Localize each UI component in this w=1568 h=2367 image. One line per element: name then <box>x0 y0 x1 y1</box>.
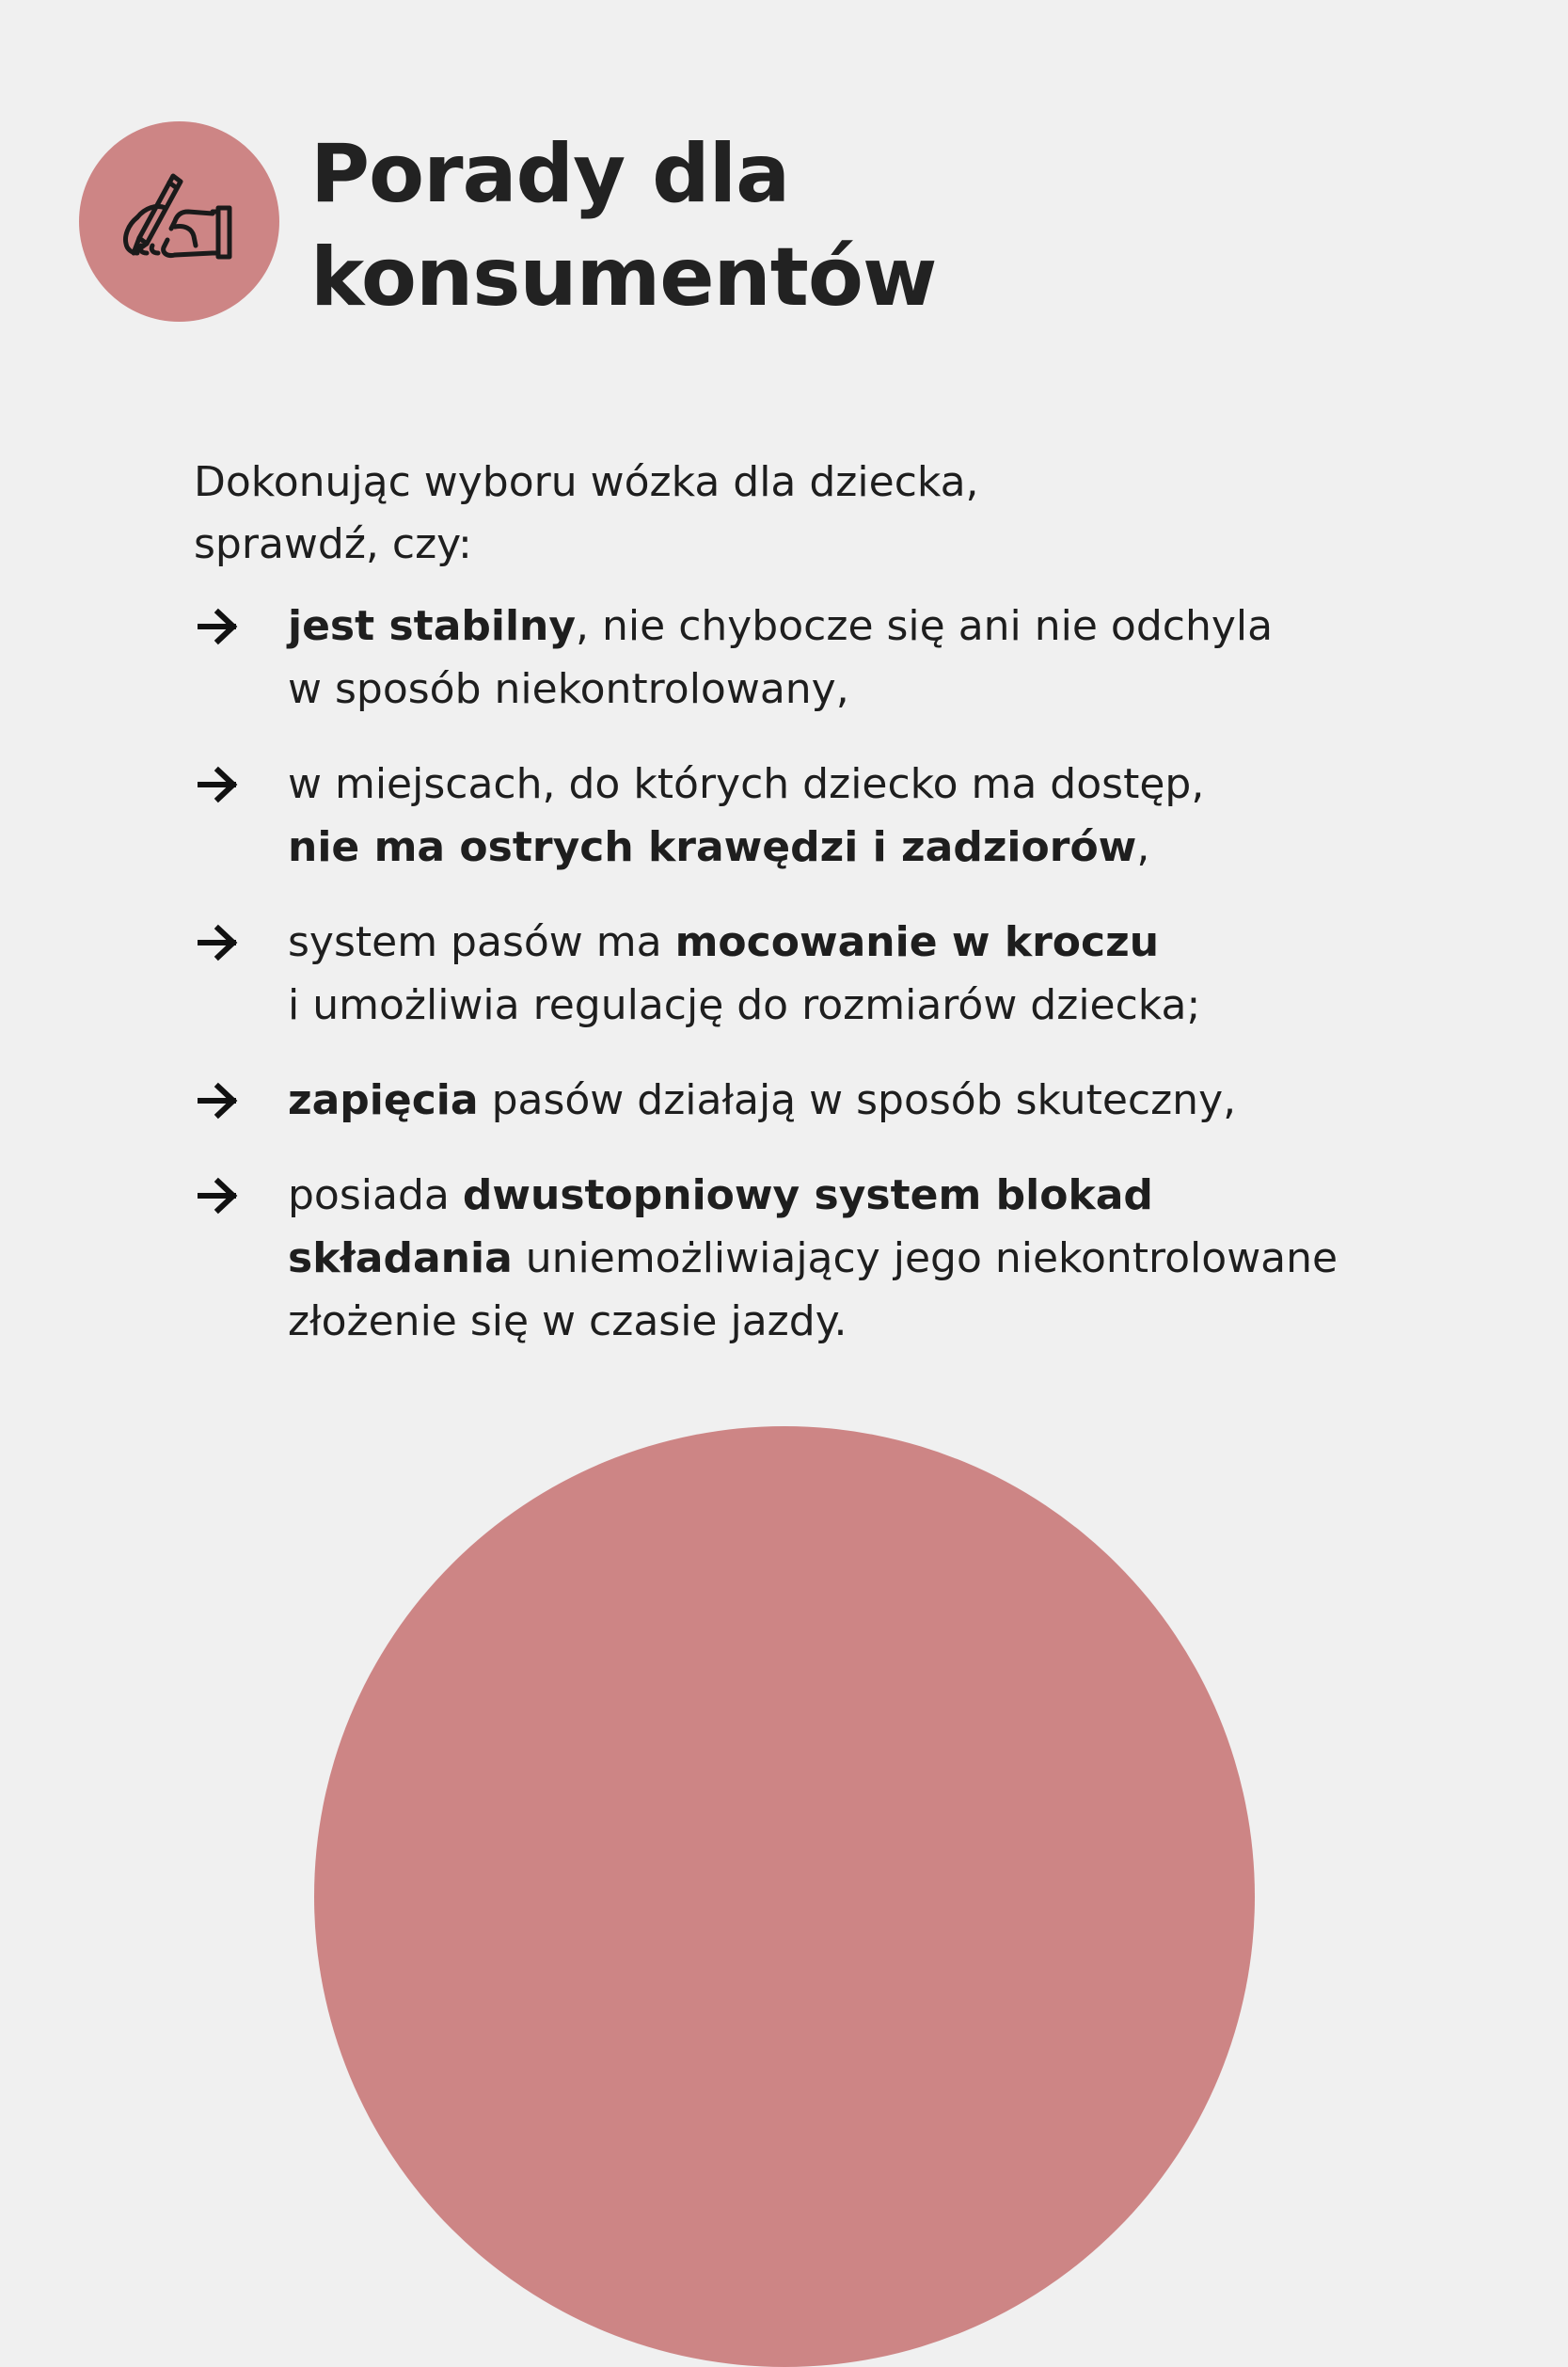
arrow-right-icon <box>198 1177 239 1215</box>
arrow-right-icon <box>198 608 239 645</box>
title-line-1: Porady dla <box>310 127 790 221</box>
header-icon-badge <box>79 121 279 322</box>
page-title <box>310 122 936 329</box>
hand-writing-pen-icon <box>119 170 241 274</box>
tip-2-bold: nie ma ostrych krawędzi i zadziorów <box>288 823 1137 871</box>
tip-5-text-2: uniemożliwiający jego niekontrolowane <box>512 1234 1338 1282</box>
tip-1-text: , nie chybocze się ani nie odchyla <box>576 602 1274 650</box>
tip-5-bold-2: składania <box>288 1234 513 1282</box>
tip-item-5 <box>194 1164 1492 1353</box>
title-line-2: konsumentów <box>310 230 937 325</box>
arrow-right-icon <box>198 1082 239 1120</box>
tip-1-bold: jest stabilny <box>288 602 577 650</box>
tip-3-bold: mocowanie w kroczu <box>674 918 1160 966</box>
tip-3-line-2: i umożliwia regulację do rozmiarów dziecka; <box>288 981 1201 1029</box>
tip-5-line-3: złożenie się w czasie jazdy. <box>288 1297 847 1345</box>
tip-3-text: system pasów ma <box>288 918 675 966</box>
tip-5-bold-1: dwustopniowy system blokad <box>462 1171 1153 1219</box>
tip-item-3 <box>194 911 1492 1037</box>
intro-line-1: Dokonując wyboru wózka dla dziecka, <box>194 458 979 506</box>
tip-1-line-2: w sposób niekontrolowany, <box>288 665 849 713</box>
tip-2-line-1: w miejscach, do których dziecko ma dostęp, <box>288 760 1205 808</box>
decorative-bottom-arc <box>314 1426 1255 2367</box>
arrow-right-icon <box>198 924 239 961</box>
tip-item-1 <box>194 595 1492 721</box>
intro-text <box>194 452 1417 576</box>
intro-line-2: sprawdź, czy: <box>194 520 472 568</box>
tip-5-text: posiada <box>288 1171 463 1219</box>
tip-item-2 <box>194 753 1492 879</box>
tip-2-text: , <box>1136 823 1150 871</box>
tip-4-bold: zapięcia <box>288 1076 479 1124</box>
tips-list <box>194 595 1492 1385</box>
arrow-right-icon <box>198 766 239 803</box>
tip-item-4 <box>194 1069 1492 1132</box>
tip-4-text: pasów działają w sposób skuteczny, <box>478 1076 1237 1124</box>
